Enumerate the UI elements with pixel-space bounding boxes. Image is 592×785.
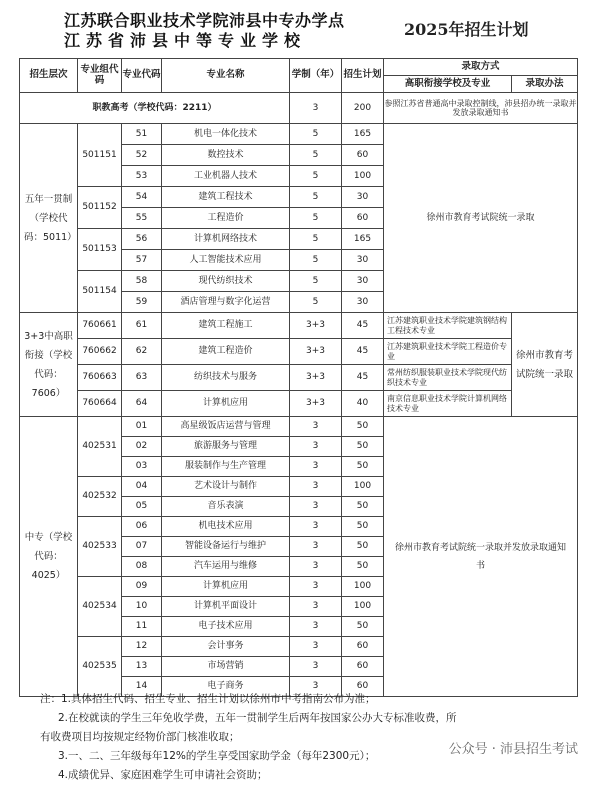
cell-years: 3 [290, 637, 342, 657]
cell-plan: 45 [342, 339, 384, 365]
cell-years: 5 [290, 250, 342, 271]
vocational-exam-method: 参照江苏省普通高中录取控制线，沛县招办统一录取并发放录取通知书 [384, 93, 578, 124]
cell-plan: 60 [342, 657, 384, 677]
cell-code: 54 [122, 187, 162, 208]
cell-plan: 50 [342, 437, 384, 457]
cell-years: 3 [290, 417, 342, 437]
cell-plan: 200 [342, 93, 384, 124]
cell-code: 13 [122, 657, 162, 677]
col-major-code: 专业代码 [122, 59, 162, 93]
cell-years: 3+3 [290, 339, 342, 365]
cell-major: 计算机应用 [162, 391, 290, 417]
cell-plan: 60 [342, 145, 384, 166]
cell-major: 电子商务 [162, 677, 290, 697]
cell-years: 3 [290, 557, 342, 577]
cell-major: 音乐表演 [162, 497, 290, 517]
cell-plan: 50 [342, 617, 384, 637]
group-code: 501151 [78, 124, 122, 187]
cell-major: 建筑工程技术 [162, 187, 290, 208]
cell-code: 55 [122, 208, 162, 229]
cell-code: 61 [122, 313, 162, 339]
cell-school: 南京信息职业技术学院计算机网络技术专业 [384, 391, 512, 417]
cell-plan: 50 [342, 457, 384, 477]
cell-plan: 40 [342, 391, 384, 417]
cell-plan: 60 [342, 208, 384, 229]
group-code: 760661 [78, 313, 122, 339]
cell-major: 人工智能技术应用 [162, 250, 290, 271]
group-code: 501153 [78, 229, 122, 271]
cell-years: 3 [290, 497, 342, 517]
table-row [20, 365, 578, 391]
cell-major: 计算机网络技术 [162, 229, 290, 250]
cell-code: 06 [122, 517, 162, 537]
cell-school: 常州纺织服装职业技术学院现代纺织技术专业 [384, 365, 512, 391]
cell-years: 3+3 [290, 391, 342, 417]
enrollment-plan-table [19, 58, 578, 697]
cell-years: 3 [290, 597, 342, 617]
cell-years: 3+3 [290, 365, 342, 391]
cell-years: 5 [290, 166, 342, 187]
cell-major: 机电技术应用 [162, 517, 290, 537]
cell-code: 59 [122, 292, 162, 313]
cell-plan: 165 [342, 229, 384, 250]
plan-title: 2025年招生计划 [404, 20, 529, 39]
cell-plan: 30 [342, 292, 384, 313]
cell-plan: 100 [342, 166, 384, 187]
five-year-method: 徐州市教育考试院统一录取 [384, 124, 578, 313]
cell-years: 3 [290, 457, 342, 477]
group-code: 402533 [78, 517, 122, 577]
cell-major: 数控技术 [162, 145, 290, 166]
cell-major: 工程造价 [162, 208, 290, 229]
cell-plan: 100 [342, 597, 384, 617]
cell-code: 04 [122, 477, 162, 497]
cell-code: 58 [122, 271, 162, 292]
table-row [20, 417, 578, 437]
cell-major: 工业机器人技术 [162, 166, 290, 187]
cell-school: 江苏建筑职业技术学院工程造价专业 [384, 339, 512, 365]
cell-years: 3 [290, 617, 342, 637]
col-level: 招生层次 [20, 59, 78, 93]
watermark: 公众号 · 沛县招生考试 [445, 738, 582, 757]
cell-years: 3 [290, 657, 342, 677]
cell-plan: 50 [342, 497, 384, 517]
cell-years: 5 [290, 124, 342, 145]
group-code: 402531 [78, 417, 122, 477]
cell-major: 计算机应用 [162, 577, 290, 597]
cell-years: 3 [290, 477, 342, 497]
cell-plan: 45 [342, 365, 384, 391]
vocational-exam-label: 职教高考（学校代码：2211） [20, 93, 290, 124]
cell-plan: 100 [342, 477, 384, 497]
group-code: 760663 [78, 365, 122, 391]
table-header-row-1 [20, 59, 578, 76]
cell-code: 10 [122, 597, 162, 617]
cell-school: 江苏建筑职业技术学院建筑钢结构工程技术专业 [384, 313, 512, 339]
cell-years: 5 [290, 145, 342, 166]
cell-major: 机电一体化技术 [162, 124, 290, 145]
cell-code: 07 [122, 537, 162, 557]
school-name-line1: 江苏联合职业技术学院沛县中专办学点 [64, 11, 345, 30]
cell-years: 5 [290, 229, 342, 250]
cell-plan: 60 [342, 637, 384, 657]
cell-code: 52 [122, 145, 162, 166]
cell-code: 53 [122, 166, 162, 187]
cell-code: 08 [122, 557, 162, 577]
level-3plus3: 3+3中高职衔接（学校代码：7606） [20, 313, 78, 417]
cell-plan: 30 [342, 271, 384, 292]
document-header [64, 8, 584, 50]
cell-major: 会计事务 [162, 637, 290, 657]
cell-plan: 50 [342, 517, 384, 537]
cell-years: 3 [290, 437, 342, 457]
cell-major: 服装制作与生产管理 [162, 457, 290, 477]
level-five-year: 五年一贯制（学校代码：5011） [20, 124, 78, 313]
cell-major: 艺术设计与制作 [162, 477, 290, 497]
note-line: 4.成绩优异、家庭困难学生可申请社会资助； [58, 769, 268, 781]
cell-years: 3 [290, 537, 342, 557]
col-plan: 招生计划 [342, 59, 384, 93]
cell-plan: 50 [342, 417, 384, 437]
cell-code: 09 [122, 577, 162, 597]
cell-years: 5 [290, 208, 342, 229]
school-name-line2: 江苏省沛县中等专业学校 [64, 31, 307, 50]
cell-code: 01 [122, 417, 162, 437]
group-code: 501152 [78, 187, 122, 229]
col-major-name: 专业名称 [162, 59, 290, 93]
cell-code: 62 [122, 339, 162, 365]
table-row [20, 124, 578, 145]
table-row [20, 391, 578, 417]
cell-plan: 30 [342, 187, 384, 208]
col-years: 学制（年） [290, 59, 342, 93]
note-line: 有收费项目均按规定经物价部门核准收取； [40, 731, 240, 743]
cell-code: 63 [122, 365, 162, 391]
cell-major: 汽车运用与维修 [162, 557, 290, 577]
cell-years: 3 [290, 677, 342, 697]
group-code: 402534 [78, 577, 122, 637]
cell-years: 3 [290, 517, 342, 537]
group-code: 760662 [78, 339, 122, 365]
cell-major: 市场营销 [162, 657, 290, 677]
table-row [20, 339, 578, 365]
cell-major: 酒店管理与数字化运营 [162, 292, 290, 313]
group-code: 402535 [78, 637, 122, 697]
cell-plan: 50 [342, 557, 384, 577]
cell-years: 5 [290, 292, 342, 313]
cell-major: 建筑工程造价 [162, 339, 290, 365]
cell-years: 3 [290, 577, 342, 597]
cell-code: 03 [122, 457, 162, 477]
cell-plan: 100 [342, 577, 384, 597]
cell-code: 56 [122, 229, 162, 250]
cell-years: 5 [290, 271, 342, 292]
cell-major: 高星级饭店运营与管理 [162, 417, 290, 437]
cell-major: 现代纺织技术 [162, 271, 290, 292]
cell-code: 14 [122, 677, 162, 697]
cell-years: 3 [290, 93, 342, 124]
group-code: 760664 [78, 391, 122, 417]
note-line: 2.在校就读的学生三年免收学费，五年一贯制学生后两年按国家公办大专标准收费，所 [58, 712, 457, 724]
cell-major: 纺织技术与服务 [162, 365, 290, 391]
cell-code: 64 [122, 391, 162, 417]
col-group-code: 专业组代码 [78, 59, 122, 93]
cell-code: 11 [122, 617, 162, 637]
cell-code: 02 [122, 437, 162, 457]
table-row [20, 313, 578, 339]
cell-major: 智能设备运行与维护 [162, 537, 290, 557]
group-code: 402532 [78, 477, 122, 517]
note-line: 注：1.具体招生代码、招生专业、招生计划以徐州市中考指南公布为准； [40, 693, 376, 705]
cell-major: 电子技术应用 [162, 617, 290, 637]
cell-plan: 50 [342, 537, 384, 557]
note-line: 3.一、二、三年级每年12%的学生享受国家助学金（每年2300元）； [58, 750, 376, 762]
cell-plan: 60 [342, 677, 384, 697]
col-admission: 录取方式 [384, 59, 578, 76]
cell-code: 51 [122, 124, 162, 145]
cell-code: 12 [122, 637, 162, 657]
cell-major: 计算机平面设计 [162, 597, 290, 617]
group-code: 501154 [78, 271, 122, 313]
cell-plan: 45 [342, 313, 384, 339]
cell-major: 建筑工程施工 [162, 313, 290, 339]
level-secondary: 中专（学校代码：4025） [20, 417, 78, 697]
cell-major: 旅游服务与管理 [162, 437, 290, 457]
cell-plan: 165 [342, 124, 384, 145]
table-row [20, 93, 578, 124]
col-school: 高职衔接学校及专业 [384, 76, 512, 93]
cell-years: 5 [290, 187, 342, 208]
cell-code: 57 [122, 250, 162, 271]
cell-code: 05 [122, 497, 162, 517]
col-method: 录取办法 [512, 76, 578, 93]
secondary-method: 徐州市教育考试院统一录取并发放录取通知书 [384, 417, 578, 697]
3plus3-method: 徐州市教育考试院统一录取 [512, 313, 578, 417]
cell-plan: 30 [342, 250, 384, 271]
cell-years: 3+3 [290, 313, 342, 339]
